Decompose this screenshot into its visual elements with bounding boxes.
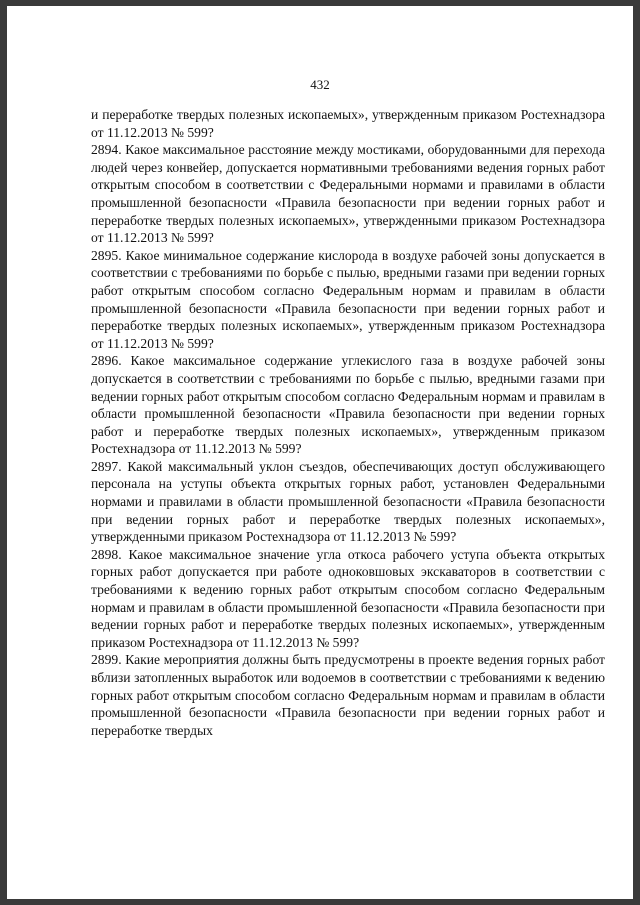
question-2897: 2897. Какой максимальный уклон съездов, обеспечивающих доступ обслуживающего персонала на уступы объекта открытых горных работ, установлен Федеральными нормами и правилами в области промышленной безопасности «Правила безопасности при ведении горных работ и переработке твердых полезных ископаемых», утвержденными приказом Ростехнадзора от 11.12.2013 № 599? xyxy=(91,458,605,545)
question-2896: 2896. Какое максимальное содержание углекислого газа в воздухе рабочей зоны допускается в соответствии с требованиями по борьбе с пылью, вредными газами при ведении горных работ открытым способом согласно Федеральным нормам и правилам в области промышленной безопасности «Правила безопасности при ведении горных работ и переработке твердых полезных ископаемых», утвержденным приказом Ростехнадзора от 11.12.2013 № 599? xyxy=(91,353,605,457)
document-body xyxy=(91,106,605,739)
page-number: 432 xyxy=(310,77,330,92)
question-2899: 2899. Какие мероприятия должны быть предусмотрены в проекте ведения горных работ вблизи затопленных выработок или водоемов в соответствии с требованиями к ведению горных работ открытым способом согласно Федеральным нормам и правилам в области промышленной безопасности «Правила безопасности при ведении горных работ и переработке твердых xyxy=(91,652,605,738)
question-2894: 2894. Какое максимальное расстояние между мостиками, оборудованными для перехода людей через конвейер, допускается нормативными требованиями ведения горных работ открытым способом в соответствии с Федеральными нормами и правилами в области промышленной безопасности «Правила безопасности при ведении горных работ и переработке твердых полезных ископаемых», утвержденными приказом Ростехнадзора от 11.12.2013 № 599? xyxy=(91,142,605,246)
document-page xyxy=(7,6,633,899)
question-2898: 2898. Какое максимальное значение угла откоса рабочего уступа объекта открытых горных работ допускается при работе одноковшовых экскаваторов в соответствии с требованиями к ведению горных работ открытым способом согласно Федеральным нормам и правилам в области промышленной безопасности «Правила безопасности при ведении горных работ и переработке твердых полезных ископаемых», утвержденным приказом Ростехнадзора от 11.12.2013 № 599? xyxy=(91,546,605,650)
paragraph-continuation: и переработке твердых полезных ископаемых», утвержденным приказом Ростехнадзора от 11.12.2013 № 599? xyxy=(91,107,605,140)
question-2895: 2895. Какое минимальное содержание кислорода в воздухе рабочей зоны допускается в соответствии с требованиями по борьбе с пылью, вредными газами при ведении горных работ открытым способом согласно Федеральным нормам и правилам в области промышленной безопасности «Правила безопасности при ведении горных работ и переработке твердых полезных ископаемых», утвержденным приказом Ростехнадзора от 11.12.2013 № 599? xyxy=(91,247,605,351)
